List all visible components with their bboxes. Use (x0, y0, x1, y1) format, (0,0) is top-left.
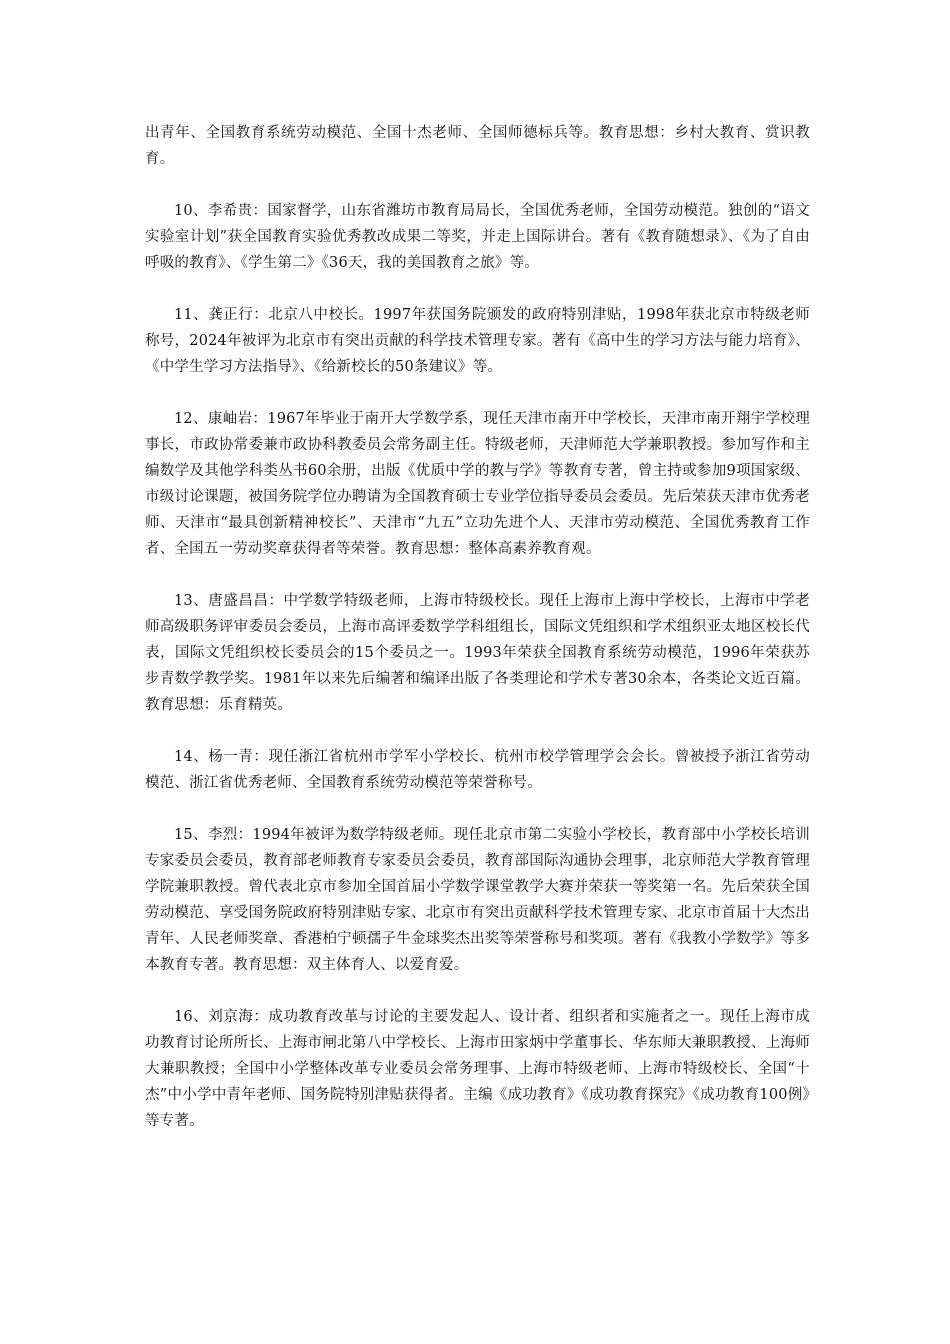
paragraph-continuation: 出青年、全国教育系统劳动模范、全国十杰老师、全国师德标兵等。教育思想：乡村大教育、赏识教育。 (145, 125, 810, 167)
paragraph-item-15: 15、李烈：1994年被评为数学特级老师。现任北京市第二实验小学校长，教育部中小学校长培训专家委员会委员，教育部老师教育专家委员会委员，教育部国际沟通协会理事，北京师范大学教育管理学院兼职教授。曾代表北京市参加全国首届小学数学课堂教学大赛并荣获一等奖第一名。先后荣获全国劳动模范、享受国务院政府特别津贴专家、北京市有突出贡献科学技术管理专家、北京市首届十大杰出青年、人民老师奖章、香港柏宁顿孺子牛金球奖杰出奖等荣誉称号和奖项。著有《我教小学数学》等多本教育专著。教育思想：双主体育人、以爱育爱。 (145, 827, 810, 973)
paragraph-item-13: 13、唐盛昌昌：中学数学特级老师，上海市特级校长。现任上海市上海中学校长，上海市中学老师高级职务评审委员会委员，上海市高评委数学学科组组长，国际文凭组织和学术组织亚太地区校长代表，国际文凭组织校长委员会的15个委员之一。1993年荣获全国教育系统劳动模范，1996年荣获苏步青数学教学奖。1981年以来先后编著和编译出版了各类理论和学术专著30余本，各类论文近百篇。教育思想：乐育精英。 (145, 593, 810, 713)
paragraph-item-12: 12、康岫岩：1967年毕业于南开大学数学系，现任天津市南开中学校长，天津市南开翔宇学校理事长，市政协常委兼市政协科教委员会常务副主任。特级老师，天津师范大学兼职教授。参加写作和主编数学及其他学科类丛书60余册，出版《优质中学的教与学》等教育专著，曾主持或参加9项国家级、市级讨论课题，被国务院学位办聘请为全国教育硕士专业学位指导委员会委员。先后荣获天津市优秀老师、天津市“最具创新精神校长”、天津市“九五”立功先进个人、天津市劳动模范、全国优秀教育工作者、全国五一劳动奖章获得者等荣誉。教育思想：整体高素养教育观。 (145, 411, 810, 557)
paragraph-item-10: 10、李希贵：国家督学，山东省潍坊市教育局局长，全国优秀老师，全国劳动模范。独创的“语文实验室计划”获全国教育实验优秀教改成果二等奖，并走上国际讲台。著有《教育随想录》、《为了自由呼吸的教育》、《学生第二》《36天，我的美国教育之旅》等。 (145, 203, 810, 271)
paragraph-item-16: 16、刘京海：成功教育改革与讨论的主要发起人、设计者、组织者和实施者之一。现任上海市成功教育讨论所所长、上海市闸北第八中学校长、上海市田家炳中学董事长、华东师大兼职教授、上海师大兼职教授；全国中小学整体改革专业委员会常务理事、上海市特级老师、上海市特级校长、全国“十杰”中小学中青年老师、国务院特别津贴获得者。主编《成功教育》《成功教育探究》《成功教育100例》等专著。 (145, 1009, 810, 1129)
paragraph-item-14: 14、杨一青：现任浙江省杭州市学军小学校长、杭州市校学管理学会会长。曾被授予浙江省劳动模范、浙江省优秀老师、全国教育系统劳动模范等荣誉称号。 (145, 749, 810, 791)
document-body (145, 120, 810, 1160)
paragraph-item-11: 11、龚正行：北京八中校长。1997年获国务院颁发的政府特别津贴，1998年获北京市特级老师称号，2024年被评为北京市有突出贡献的科学技术管理专家。著有《高中生的学习方法与能力培育》、《中学生学习方法指导》、《给新校长的50条建议》等。 (145, 307, 810, 375)
